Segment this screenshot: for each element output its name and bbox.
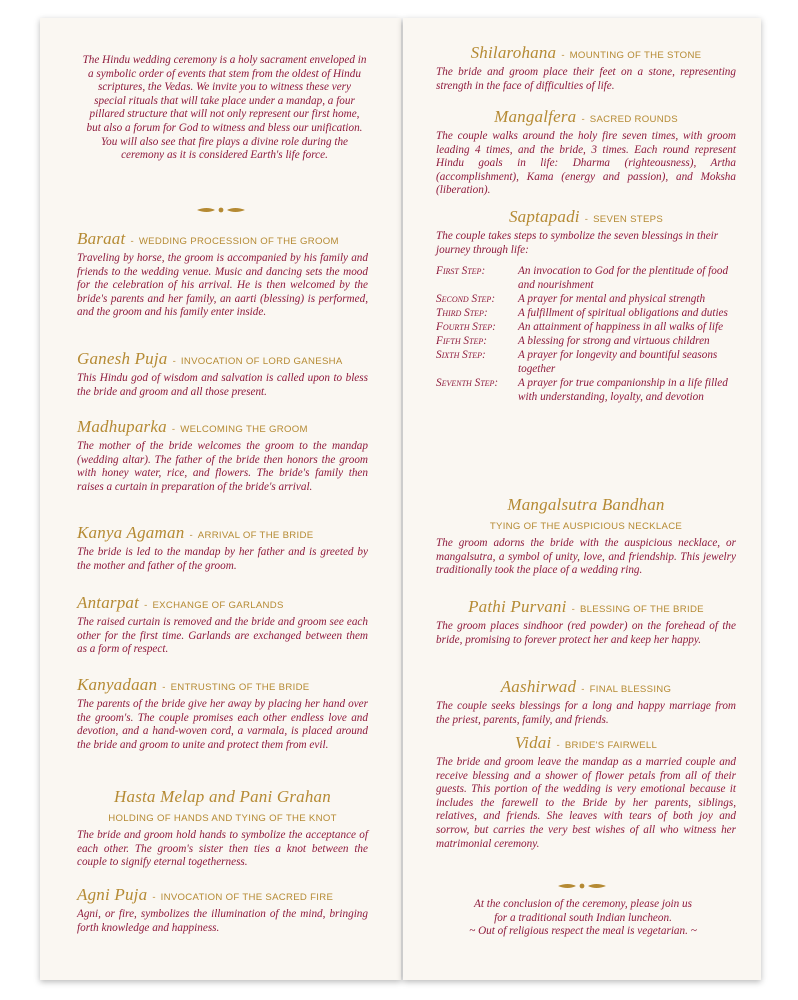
step-item — [436, 293, 736, 307]
section-title: Mangalsutra Bandhan — [507, 495, 665, 514]
section-title: Shilarohana — [470, 43, 557, 62]
flourish-divider-icon — [40, 206, 401, 214]
step-label: Sixth Step: — [436, 349, 486, 362]
section-text: The groom adorns the bride with the auspicious necklace, or mangalsutra, a symbol of unity, love, and friendship. This jewelry traditionally took the place of a wedding ring. — [436, 537, 736, 577]
section-subtitle: BLESSING OF THE BRIDE — [579, 604, 704, 615]
section-title: Hasta Melap and Pani Grahan — [114, 787, 331, 806]
section-subtitle: BRIDE'S FAIRWELL — [564, 740, 658, 751]
closing-line: ~ Out of religious respect the meal is vegetarian. ~ — [469, 925, 697, 938]
section-text: This Hindu god of wisdom and salvation is called upon to bless the bride and groom and all those present. — [77, 372, 368, 398]
step-label: First Step: — [436, 265, 486, 278]
section-title: Madhuparka — [77, 417, 167, 436]
step-item — [436, 349, 736, 376]
step-text: An invocation to God for the plentitude of food and nourishment — [518, 265, 729, 291]
section-subtitle: SEVEN STEPS — [593, 214, 664, 225]
section-text: The bride is led to the mandap by her father and is greeted by the mother and father of the groom. — [77, 546, 368, 572]
section-subtitle: HOLDING OF HANDS AND TYING OF THE KNOT — [108, 813, 337, 824]
section-text: The parents of the bride give her away by placing her hand over the groom's. The couple promises each other endless love and devotion, and a hand-woven cord, a varmala, is placed around the bride and groom to unite and protect them from evil. — [77, 698, 368, 751]
section-kanyadaan: Kanyadaan - ENTRUSTING OF THE BRIDE The parents of the bride give her away by placing her hand over the groom's. The couple promises each other endless love and devotion, and a hand-woven cord, a varmala, is placed around the bride and groom to unite and protect them from evil. — [77, 675, 368, 751]
section-madhuparka: Madhuparka - WELCOMING THE GROOM The mother of the bride welcomes the groom to the mandap (wedding altar). The father of the bride then honors the groom with honey water, rice, and flowers. The bride's family then raises a curtain in preparation of the bride's arrival. — [77, 417, 368, 493]
section-ganesh-puja: Ganesh Puja - INVOCATION OF LORD GANESHA This Hindu god of wisdom and salvation is called upon to bless the bride and groom and all those present. — [77, 349, 368, 398]
section-agni-puja: Agni Puja - INVOCATION OF THE SACRED FIRE Agni, or fire, symbolizes the illumination of the mind, bringing forth knowledge and happiness. — [77, 885, 368, 934]
section-title: Mangalfera — [494, 107, 577, 126]
section-subtitle: TYING OF THE AUSPICIOUS NECKLACE — [489, 521, 683, 532]
step-label: Second Step: — [436, 292, 496, 305]
section-subtitle: INVOCATION OF LORD GANESHA — [180, 356, 343, 367]
section-mangalfera: Mangalfera - SACRED ROUNDS The couple walks around the holy fire seven times, with groom leading 4 times, and the bride, 3 times. Each round represent Hindu goals in life: Dharma (righteousness), Artha (accomplishment), Kama (energy and passion), and Moksha (liberation). — [436, 107, 736, 197]
step-label: Fourth Step: — [436, 321, 496, 334]
closing-line: At the conclusion of the ceremony, please join us — [473, 898, 692, 910]
section-subtitle: WEDDING PROCESSION OF THE GROOM — [138, 236, 339, 247]
step-text: A fulfillment of spiritual obligations and duties — [518, 306, 728, 319]
step-item — [436, 377, 736, 404]
section-text: The couple walks around the holy fire seven times, with groom leading 4 times, and the bride, 3 times. Each round represent Hindu goals in life: Dharma (righteousness), Artha (accomplishment), Kama (energy and passion), and Moksha (liberation). — [436, 130, 736, 197]
step-item — [436, 265, 736, 292]
section-title: Antarpat — [77, 593, 140, 612]
section-title: Kanyadaan — [77, 675, 158, 694]
section-subtitle: SACRED ROUNDS — [589, 114, 678, 125]
section-text: The bride and groom leave the mandap as a married couple and receive blessing and a shower of flower petals from all of their guests. This portion of the wedding is very emotional because it includes the farewell to the Bride by her parents, siblings, relatives, and friends. She leaves with tears of both joy and sorrow, but carries the very best wishes of all who witness her matrimonial ceremony. — [436, 756, 736, 850]
section-antarpat: Antarpat - EXCHANGE OF GARLANDS The raised curtain is removed and the bride and groom see each other for the first time. Garlands are exchanged between them as a form of respect. — [77, 593, 368, 656]
section-baraat: Baraat - WEDDING PROCESSION OF THE GROOM Traveling by horse, the groom is accompanied by his family and friends to the wedding venue. Music and dancing sets the mood for the celebration of his arrival. He is then welcomed by the bride's parents and her family, an aarti (blessing) is performed, and the groom and his family enter inside. — [77, 229, 368, 319]
step-text: A prayer for mental and physical strength — [518, 292, 706, 305]
step-text: A prayer for longevity and bountiful seasons together — [518, 349, 718, 375]
step-text: A blessing for strong and virtuous children — [518, 335, 710, 348]
section-text: The bride and groom hold hands to symbolize the acceptance of each other. The groom's sister then ties a knot between the couple to signify eternal togetherness. — [77, 829, 368, 869]
section-kanya-agaman: Kanya Agaman - ARRIVAL OF THE BRIDE The bride is led to the mandap by her father and is greeted by the mother and father of the groom. — [77, 523, 368, 572]
section-pathi-purvani: Pathi Purvani - BLESSING OF THE BRIDE The groom places sindhoor (red powder) on the forehead of the bride, promising to forever protect her and keep her happy. — [436, 597, 736, 646]
intro-paragraph: The Hindu wedding ceremony is a holy sacrament enveloped in a symbolic order of events that stem from the oldest of Hindu scriptures, the Vedas. We invite you to witness these very special rituals that will take place under a mandap, a four pillared structure that will not only represent our first home, but also a forum for God to witness and bless our unification. You will also see that fire plays a divine role during the ceremony as it is considered Earth's life force. — [82, 54, 367, 162]
section-saptapadi: Saptapadi - SEVEN STEPS The couple takes steps to symbolize the seven blessings in their journey through life: First Step: An invocation to God for the plentitude of food and nourishment Second Step: A prayer for mental and physical strength Third Step: A fulfillment of spiritual obligations and duties Fourth Step: An attainment of happiness in all walks of life Fifth Step: A blessing for strong and virtuous children Sixth Step: A prayer for longevity and bountiful seasons together Seventh Step: A prayer for true companionship in a life filled with understanding, loyalty, and devotion — [436, 208, 736, 405]
section-aashirwad: Aashirwad - FINAL BLESSING The couple seeks blessings for a long and happy marriage from the priest, parents, family, and friends. — [436, 677, 736, 726]
section-title: Kanya Agaman — [77, 523, 185, 542]
section-shilarohana: Shilarohana - MOUNTING OF THE STONE The bride and groom place their feet on a stone, representing strength in the face of difficulties of life. — [436, 43, 736, 92]
section-text: Traveling by horse, the groom is accompanied by his family and friends to the wedding venue. Music and dancing sets the mood for the celebration of his arrival. He is then welcomed by the bride's parents and her family, an aarti (blessing) is performed, and the groom and his family enter inside. — [77, 252, 368, 319]
section-text: The bride and groom place their feet on a stone, representing strength in the face of difficulties of life. — [436, 66, 736, 92]
flourish-divider-icon — [403, 882, 761, 890]
step-text: An attainment of happiness in all walks of life — [518, 321, 724, 334]
section-mangalsutra-bandhan — [436, 496, 736, 578]
section-text: The couple takes steps to symbolize the seven blessings in their journey through life: — [436, 230, 719, 256]
step-label: Third Step: — [436, 306, 488, 319]
step-label: Fifth Step: — [436, 335, 487, 348]
section-vidai: Vidai - BRIDE'S FAIRWELL The bride and groom leave the mandap as a married couple and receive blessing and a shower of flower petals from all of their guests. This portion of the wedding is very emotional because it includes the farewell to the Bride by her parents, siblings, relatives, and friends. She leaves with tears of both joy and sorrow, but carries the very best wishes of all who witness her matrimonial ceremony. — [436, 733, 736, 850]
section-title: Aashirwad — [500, 677, 577, 696]
section-title: Agni Puja — [77, 885, 148, 904]
closing-note — [433, 898, 733, 939]
section-text: The mother of the bride welcomes the groom to the mandap (wedding altar). The father of the bride then honors the groom with honey water, rice, and flowers. The bride's family then raises a curtain in preparation of the bride's arrival. — [77, 440, 368, 493]
section-title: Pathi Purvani — [468, 597, 567, 616]
section-title: Saptapadi — [508, 207, 580, 226]
section-text: The couple seeks blessings for a long and happy marriage from the priest, parents, family, and friends. — [436, 700, 736, 726]
seven-steps-list — [436, 265, 736, 404]
section-subtitle: INVOCATION OF THE SACRED FIRE — [160, 892, 334, 903]
step-item — [436, 307, 736, 321]
section-title: Ganesh Puja — [77, 349, 168, 368]
step-label: Seventh Step: — [436, 376, 499, 389]
section-text: Agni, or fire, symbolizes the illumination of the mind, bringing forth knowledge and happiness. — [77, 908, 368, 934]
section-title: Baraat — [77, 229, 126, 248]
closing-line: for a traditional south Indian luncheon. — [494, 911, 672, 924]
section-subtitle: MOUNTING OF THE STONE — [569, 50, 702, 61]
section-subtitle: WELCOMING THE GROOM — [180, 424, 308, 435]
section-text: The raised curtain is removed and the bride and groom see each other for the first time. Garlands are exchanged between them as a form of respect. — [77, 616, 368, 656]
step-text: A prayer for true companionship in a life filled with understanding, loyalty, and devotion — [518, 376, 728, 403]
section-subtitle: EXCHANGE OF GARLANDS — [152, 600, 284, 611]
left-panel — [40, 18, 401, 980]
section-hasta-melap — [77, 788, 368, 870]
right-panel — [403, 18, 761, 980]
section-subtitle: ENTRUSTING OF THE BRIDE — [170, 682, 310, 693]
step-item — [436, 321, 736, 335]
section-title: Vidai — [514, 733, 552, 752]
step-item — [436, 335, 736, 349]
section-subtitle: ARRIVAL OF THE BRIDE — [197, 530, 314, 541]
section-subtitle: FINAL BLESSING — [589, 684, 672, 695]
section-text: The groom places sindhoor (red powder) on the forehead of the bride, promising to forever protect her and keep her happy. — [436, 620, 736, 646]
